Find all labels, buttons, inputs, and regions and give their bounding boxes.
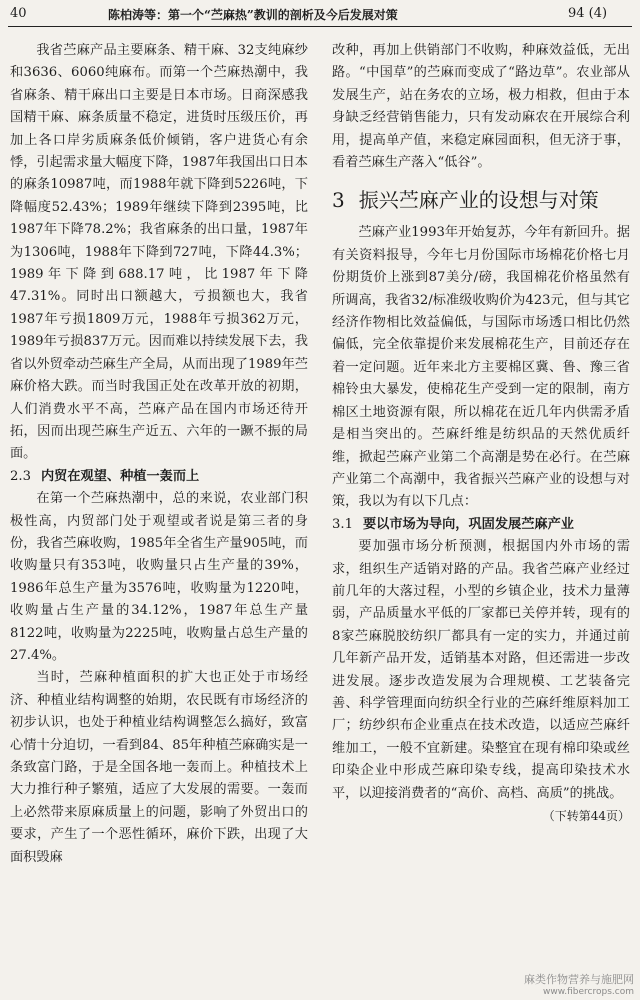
watermark-site-name: 麻类作物营养与施肥网 <box>524 973 634 986</box>
right-column <box>332 40 630 827</box>
section-heading-2-3 <box>10 466 308 488</box>
paragraph: 要加强市场分析预测，根据国内外市场的需求，组织生产适销对路的产品。我省苎麻产业经过前几年的大落过程，小型的乡镇企业，技术力量薄弱，产品质量水平低的厂家都已关停并转，现有的8家苎麻脱胶纺织厂都具有一定的实力，并通过前几年新产品开发，适销基本对路，但还需进一步改进发展。逐步改造发展为合理规模、工艺装备完善、科学管理面向纺织全行业的苎麻纤维原料加工厂；纺纱织布企业重点在技术改造，以适应苎麻纤维加工，一般不宜新建。染整宜在现有棉印染或丝印染企业中形成苎麻印染专线，提高印染技术水平，以迎接消费者的“高价、高档、高质”的挑战。 <box>332 539 630 801</box>
section-heading-3 <box>332 188 630 212</box>
continued-note: （下转第44页） <box>542 809 630 823</box>
left-column <box>10 40 308 869</box>
section-title: 振兴苎麻产业的设想与对策 <box>358 188 599 213</box>
section-number: 3.1 <box>332 516 353 532</box>
section-title: 内贸在观望、种植一轰而上 <box>40 468 200 484</box>
running-title: 陈柏涛等：第一个“苎麻热”教训的剖析及今后发展对策 <box>108 8 398 22</box>
paragraph: 在第一个苎麻热潮中，总的来说，农业部门积极性高，内贸部门处于观望或者说是第三者的身份，我省苎麻收购，1985年全省生产量905吨，而收购量只有353吨，收购量只占生产量的39%，1986年总生产量为3576吨，收购量为1220吨，收购量占生产量的34.12%，1987年总生产量8122吨，收购量为2225吨，收购量占总生产量的27.4%。 <box>10 491 308 663</box>
section-title: 要以市场为导向，巩固发展苎麻产业 <box>362 516 574 532</box>
section-number: 3 <box>332 188 345 213</box>
issue-label: 94 (4) <box>568 6 608 21</box>
page-number: 40 <box>10 6 27 21</box>
watermark <box>524 974 634 998</box>
section-number: 2.3 <box>10 468 31 484</box>
section-heading-3-1 <box>332 514 630 536</box>
header-rule <box>8 26 632 27</box>
paragraph: 改种，再加上供销部门不收购，种麻效益低，无出路。“中国草”的苎麻而变成了“路边草”。农业部从发展生产，站在务农的立场，极力相救，但由于本身缺乏经营销售能力，只有发动麻农在开展综合利用，提高单产值，来稳定麻园面积，但无济于事，看着苎麻生产落入“低谷”。 <box>332 43 630 171</box>
page-header <box>0 0 640 30</box>
paragraph: 当时，苎麻种植面积的扩大也正处于市场经济、种植业结构调整的始期，农民既有市场经济的初步认识，也处于种植业结构调整怎么搞好，致富心情十分迫切，一看到84、85年种植苎麻确实是一条致富门路，于是全国各地一轰而上。种植技术上大力推行种子繁殖，适应了大发展的需要。一轰而上必然带来原麻质量上的问题，影响了外贸出口的要求，产生了一个恶性循环，麻价下跌，出现了大面积毁麻 <box>10 670 308 865</box>
paragraph: 苎麻产业1993年开始复苏，今年有新回升。据有关资料报导，今年七月份国际市场棉花价格七月份期货价上涨到87美分/磅，我国棉花价格虽然有所调高，我省32/标准级收购价为423元，但与其它经济作物相比效益偏低，与国际市场透口相比仍然偏低，完全依靠提价来发展棉花生产，目前还存在着一定问题。近年来北方主要棉区冀、鲁、豫三省棉铃虫大暴发，使棉花生产受到一定的限制，南方棉区土地资源有限，所以棉花在近几年内供需矛盾是相当突出的。苎麻纤维是纺织品的天然优质纤维，掀起苎麻产业第二个高潮是势在必行。在苎麻产业第二个高潮中，我省振兴苎麻产业的设想与对策，我以为有以下几点： <box>332 225 630 510</box>
watermark-url: www.fibercrops.com <box>543 987 634 997</box>
paragraph: 我省苎麻产品主要麻条、精干麻、32支纯麻纱和3636、6060纯麻布。而第一个苎麻热潮中，我省麻条、精干麻出口主要是日本市场。日商深感我国精干麻、麻条质量不稳定，进货时压级压价，再加上各口岸劣质麻条低价倾销，客户进货心有余悸，引起需求量大幅度下降，1987年我国出口日本的麻条10987吨，而1988年就下降到5226吨，下降幅度52.43%；1989年继续下降到2395吨，比1987年下降78.2%；我省麻条的出口量，1987年为1306吨，1988年下降到727吨，下降44.3%；1989年下降到688.17吨，比1987年下降47.31%。同时出口额越大，亏损额也大，我省1987年亏损1809万元，1988年亏损362万元，1989年亏损837万元。因而难以持续发展下去，我省以外贸牵动苎麻生产全局，从而出现了1989年苎麻价格大跌。而当时我国正处在改革开放的初期，人们消费水平不高，苎麻产品在国内市场还待开拓，因而出现苎麻生产近五、六年的一蹶不振的局面。 <box>10 43 308 462</box>
